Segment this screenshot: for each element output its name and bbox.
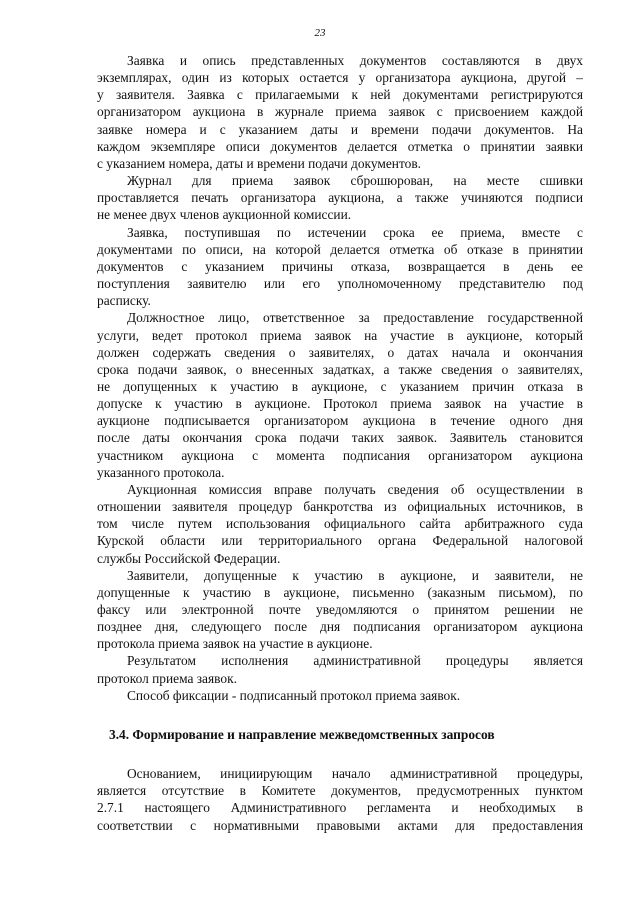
text-line: позднее дня, следующего после дня подписания организатором аукциона: [97, 619, 583, 635]
text-line: должен содержать сведения о заявителях, о датах начала и окончания: [97, 344, 583, 360]
paragraph-list: [97, 52, 583, 704]
text-line: у заявителя. Заявка с прилагаемыми к ней документами регистрируются: [97, 87, 583, 103]
text-line: Аукционная комиссия вправе получать сведения об осуществлении в: [127, 481, 583, 497]
paragraph: [97, 652, 583, 686]
section-heading: 3.4. Формирование и направление межведомственных запросов: [109, 726, 495, 742]
text-line: Должностное лицо, ответственное за предоставление государственной: [127, 310, 583, 326]
text-line: указанного протокола.: [97, 464, 225, 480]
text-line: не менее двух членов аукционной комиссии.: [97, 207, 352, 223]
text-line: факсу или электронной почте уведомляются о принятом решении не: [97, 602, 583, 617]
text-line: отношении заявителя процедур банкротства из официальных источников, в: [97, 499, 583, 515]
text-line: Способ фиксации - подписанный протокол приема заявок.: [127, 687, 461, 703]
text-line: участником аукциона с момента подписания организатором аукциона: [97, 447, 583, 463]
text-line: заявке номера и с указанием даты и времени подачи документов. На: [97, 121, 583, 137]
text-line: экземплярах, один из которых остается у организатора аукциона, другой –: [97, 70, 583, 86]
text-line: аукционе подписывается организатором аукциона в течение одного дня: [97, 413, 583, 429]
page-number: 23: [314, 27, 326, 39]
text-line: допущенные к участию в аукционе, письменно (заказным письмом), по: [97, 584, 583, 600]
text-line: Результатом исполнения административной процедуры является: [127, 653, 583, 669]
text-line: соответствии с нормативными правовыми актами для предоставления: [97, 817, 583, 833]
text-line: том числе путем использования официального сайта арбитражного суда: [97, 516, 583, 532]
paragraph: [97, 52, 583, 172]
text-line: службы Российской Федерации.: [97, 550, 281, 566]
text-line: Основанием, инициирующим начало административной процедуры,: [127, 766, 583, 782]
text-line: протокол приема заявок.: [97, 670, 237, 686]
text-line: документами по описи, на которой делается отметка об отказе в принятии: [97, 241, 583, 257]
paragraph: [97, 567, 583, 653]
text-line: с указанием номера, даты и времени подачи документов.: [97, 155, 422, 171]
text-line: проставляется печать организатора аукциона, а также учиняются подписи: [97, 190, 583, 206]
text-line: протокола приема заявок на участие в аукционе.: [97, 636, 373, 652]
text-line: не допущенных к участию в аукционе, с указанием причин отказа в: [97, 378, 583, 394]
text-line: услуги, ведет протокол приема заявок на участие в аукционе, который: [97, 327, 583, 343]
paragraph: [97, 481, 583, 567]
text-line: организатором аукциона в журнале приема заявок с присвоением каждой: [97, 104, 583, 120]
text-line: документов с указанием причины отказа, возвращается в день ее: [97, 258, 583, 274]
paragraph: [97, 172, 583, 223]
text-line: срока подачи заявок, о внесенных задатках, а также сведения о заявителях,: [97, 361, 583, 377]
text-line: после даты окончания срока подачи таких заявок. Заявитель становится: [97, 430, 583, 446]
text-line: 2.7.1 настоящего Административного регламента и необходимых в: [97, 800, 583, 816]
paragraph: [97, 687, 583, 704]
text-line: допуске к участию в аукционе. Протокол приема заявок на участие в: [97, 396, 583, 412]
text-line: Заявка, поступившая по истечении срока ее приема, вместе с: [127, 224, 583, 240]
text-line: расписку.: [97, 293, 151, 309]
paragraph: [97, 224, 583, 310]
paragraph: [97, 765, 583, 834]
text-line: Журнал для приема заявок сброшюрован, на месте сшивки: [127, 173, 583, 189]
paragraph: [97, 309, 583, 481]
document-body: [97, 52, 583, 834]
text-line: является отсутствие в Комитете документов, предусмотренных пунктом: [97, 783, 583, 799]
text-line: Заявка и опись представленных документов составляются в двух: [127, 53, 583, 68]
text-line: Курской области или территориального органа Федеральной налоговой: [97, 533, 583, 549]
text-line: Заявители, допущенные к участию в аукционе, и заявители, не: [127, 567, 583, 583]
text-line: каждом экземпляре описи документов делается отметка о принятии заявки: [97, 138, 583, 154]
final-paragraph-container: [97, 765, 583, 834]
text-line: поступления заявителю или его уполномоченному представителю под: [97, 276, 583, 292]
